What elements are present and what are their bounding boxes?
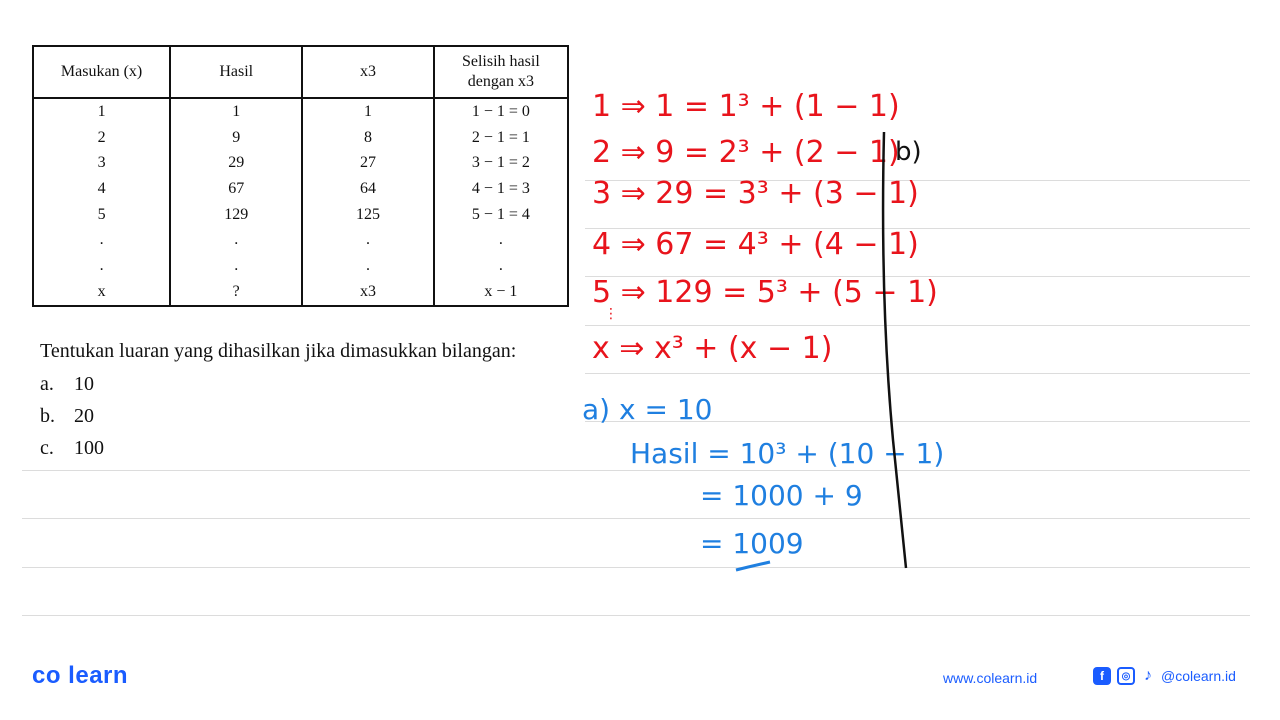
question-text: Tentukan luaran yang dihasilkan jika dimasukkan bilangan:: [40, 340, 517, 362]
cell: .: [302, 227, 433, 253]
instagram-icon[interactable]: ◎: [1117, 667, 1135, 685]
cell: x3: [302, 279, 433, 306]
cell: x − 1: [434, 279, 568, 306]
red-line-5: 5 ⇒ 129 = 5³ + (5 − 1): [592, 275, 938, 310]
header-result: Hasil: [170, 46, 302, 98]
cell: 129: [170, 202, 302, 228]
cell: 1: [170, 98, 302, 125]
blue-line-2: Hasil = 10³ + (10 − 1): [630, 437, 945, 470]
blue-line-3: = 1000 + 9: [700, 479, 863, 512]
red-line-4: 4 ⇒ 67 = 4³ + (4 − 1): [592, 227, 919, 262]
website-url[interactable]: www.colearn.id: [943, 670, 1038, 686]
blue-line-1: a) x = 10: [582, 393, 713, 426]
cell: 67: [170, 176, 302, 202]
cell: 27: [302, 150, 433, 176]
header-cube: x3: [302, 46, 433, 98]
cell: 5 − 1 = 4: [434, 202, 568, 228]
red-line-6: x ⇒ x³ + (x − 1): [592, 331, 833, 366]
cell: 3 − 1 = 2: [434, 150, 568, 176]
part-b-label: b): [895, 137, 922, 167]
facebook-icon[interactable]: f: [1093, 667, 1111, 685]
blue-line-4: = 1009: [700, 527, 804, 560]
cell: .: [33, 227, 170, 253]
cell: 2 − 1 = 1: [434, 125, 568, 151]
cell: .: [170, 253, 302, 279]
cell: 4 − 1 = 3: [434, 176, 568, 202]
social-links: [1093, 667, 1236, 685]
answer-underline: [736, 562, 770, 570]
cell: 9: [170, 125, 302, 151]
social-handle[interactable]: @colearn.id: [1161, 668, 1236, 684]
cell: .: [434, 227, 568, 253]
option-b: b. 20: [40, 405, 94, 427]
cell: .: [170, 227, 302, 253]
cell: 1: [302, 98, 433, 125]
cell: 8: [302, 125, 433, 151]
cell: x: [33, 279, 170, 306]
cell: 64: [302, 176, 433, 202]
cell: .: [434, 253, 568, 279]
cell: 29: [170, 150, 302, 176]
cell: 3: [33, 150, 170, 176]
header-input: Masukan (x): [33, 46, 170, 98]
red-line-1: 1 ⇒ 1 = 1³ + (1 − 1): [592, 89, 900, 124]
option-a: a. 10: [40, 373, 94, 395]
cell: 5: [33, 202, 170, 228]
cell: .: [302, 253, 433, 279]
cell: 1: [33, 98, 170, 125]
header-difference: Selisih hasil dengan x3: [434, 46, 568, 98]
cell: 4: [33, 176, 170, 202]
tiktok-icon[interactable]: ♪: [1144, 667, 1152, 684]
red-line-2: 2 ⇒ 9 = 2³ + (2 − 1): [592, 135, 900, 170]
cell: ?: [170, 279, 302, 306]
red-vdots: ⋮: [604, 306, 618, 322]
brand-logo: co learn: [32, 662, 129, 689]
cell: 1 − 1 = 0: [434, 98, 568, 125]
option-c: c. 100: [40, 437, 104, 459]
red-line-3: 3 ⇒ 29 = 3³ + (3 − 1): [592, 176, 919, 211]
cell: 2: [33, 125, 170, 151]
cell: .: [33, 253, 170, 279]
cell: 125: [302, 202, 433, 228]
